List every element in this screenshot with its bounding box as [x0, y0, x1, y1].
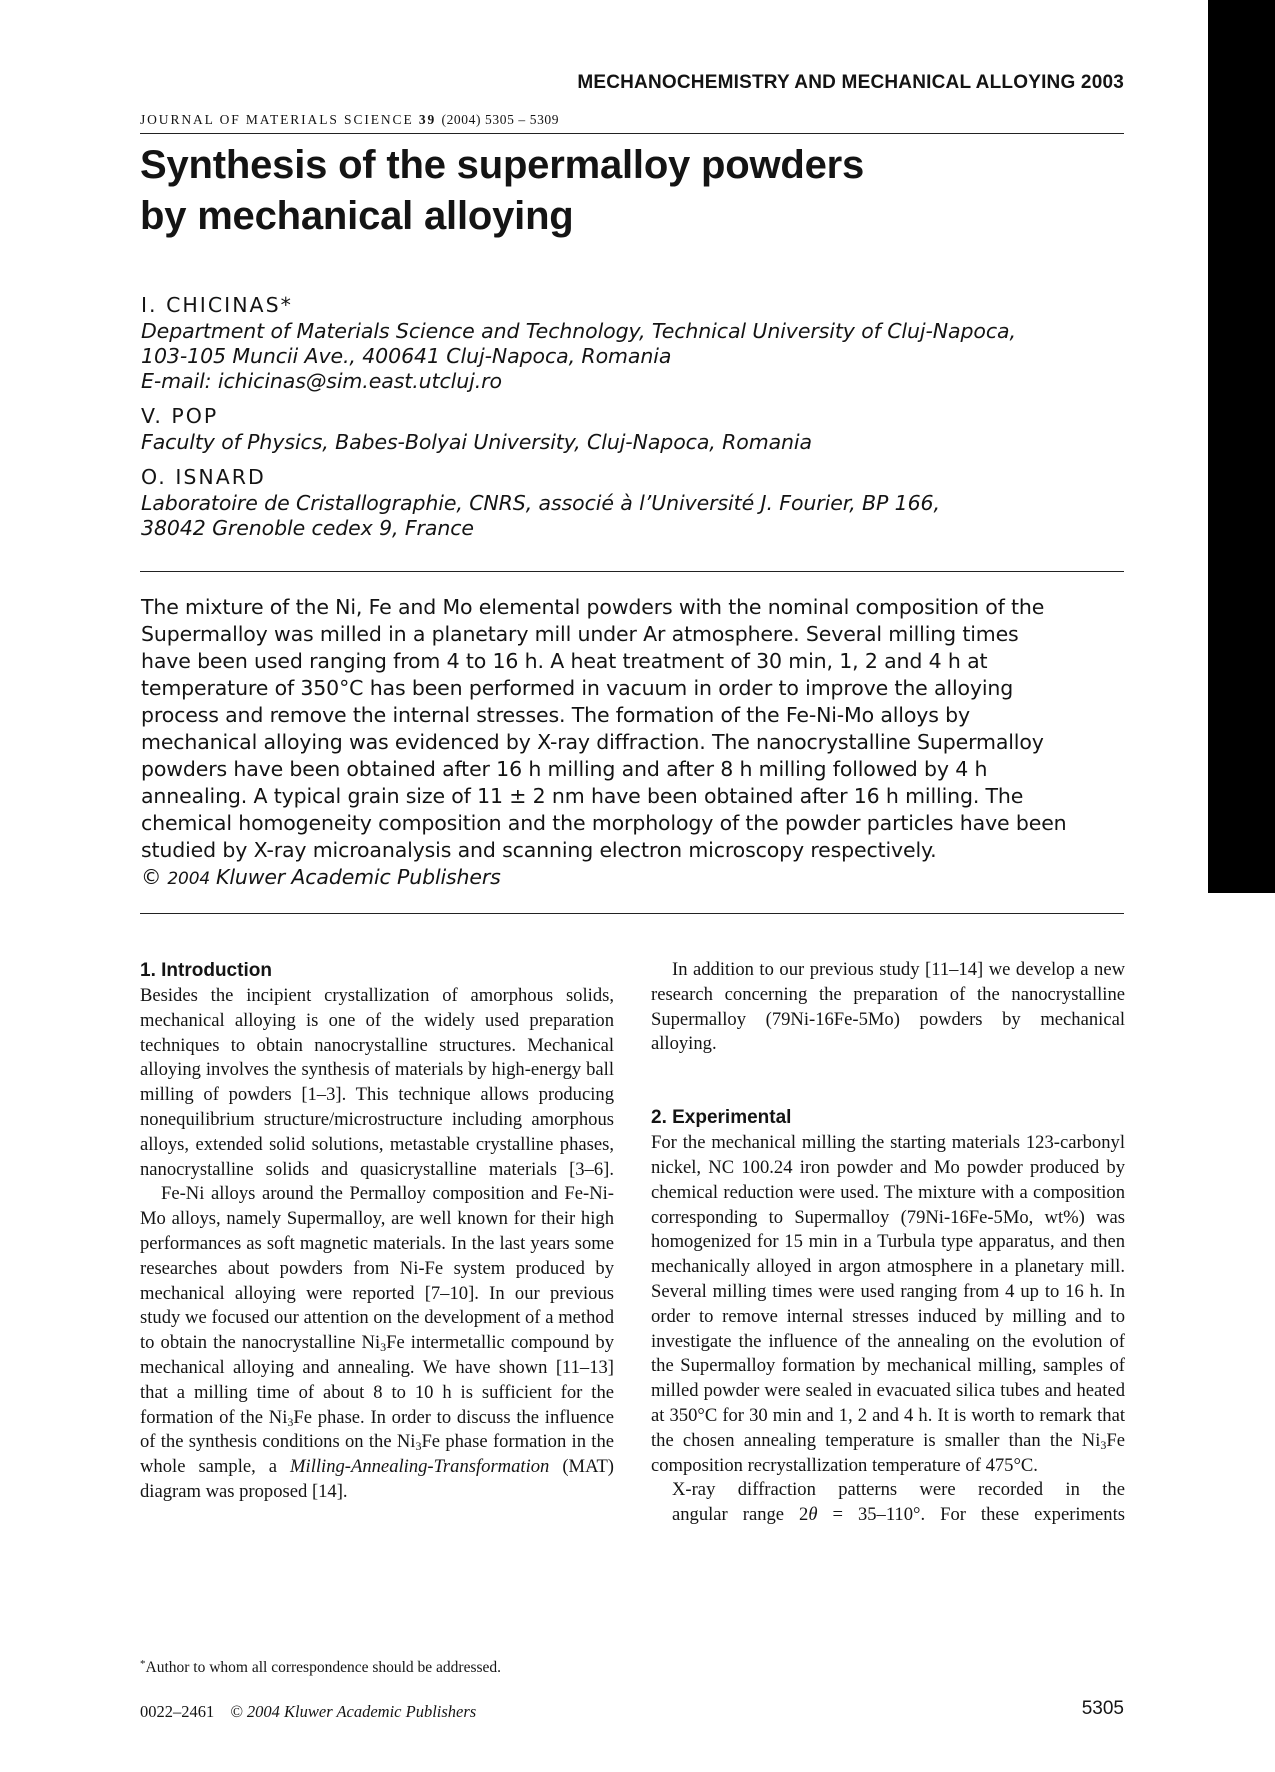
text-run: Fe phase. In order to discuss the influence of the synthesis conditions on the Ni	[140, 1406, 614, 1453]
journal-name: JOURNAL OF MATERIALS SCIENCE	[140, 112, 414, 127]
text-run: angular range 2	[672, 1504, 809, 1526]
author-name: I. CHICINAS*	[141, 293, 293, 317]
section-heading-introduction: 1. Introduction	[140, 960, 272, 981]
subscript: 3	[287, 1414, 294, 1429]
subscript: 3	[380, 1340, 387, 1355]
affiliation-line: 38042 Grenoble cedex 9, France	[141, 516, 474, 540]
text-run: Fe-Ni alloys around the Permalloy composition and Fe-Ni-Mo alloys, namely Supermalloy, are well known for their high performances as soft magnetic materials. In the last years some researches about powders from Ni-Fe system produced by mechanical alloying were reported [7–10]. In our previous study we focused our attention on the development of a method to obtain the nanocrystalline Ni	[140, 1183, 614, 1354]
issn: 0022–2461	[140, 1702, 215, 1721]
affiliation-line: Department of Materials Science and Technology, Technical University of Cluj-Napoca,	[141, 319, 1016, 343]
abstract-copyright	[141, 864, 1126, 893]
journal-year-pages: (2004) 5305 – 5309	[441, 112, 560, 127]
abstract-line: Supermalloy was milled in a planetary mill under Ar atmosphere. Several milling times	[141, 622, 1019, 646]
text-run: Fe composition recrystallization temperature of 475°C.	[651, 1429, 1125, 1476]
text-run: Fe intermetallic compound by mechanical alloying and annealing. We have shown [11–13] that a milling time of about 8 to 10 h is sufficient for the formation of the Ni	[140, 1332, 614, 1428]
title-line-1: Synthesis of the supermalloy powders	[140, 143, 865, 187]
abstract-line: process and remove the internal stresses. The formation of the Fe-Ni-Mo alloys by	[141, 703, 970, 727]
subscript: 3	[1100, 1437, 1107, 1452]
section-heading-experimental: 2. Experimental	[651, 1107, 792, 1129]
abstract	[141, 594, 1126, 893]
author-affiliation	[141, 491, 1121, 541]
header-rule	[140, 133, 1124, 134]
text-line	[651, 1503, 1125, 1528]
text-line: X-ray diffraction patterns were recorded in the	[672, 1479, 1125, 1501]
author-affiliation	[141, 430, 1121, 455]
experimental-paragraph-2	[651, 1478, 1125, 1528]
abstract-top-rule	[140, 571, 1124, 572]
copyright-symbol: ©	[141, 865, 162, 889]
footnote-mark: *	[140, 1658, 146, 1670]
affiliation-line: Laboratoire de Cristallographie, CNRS, associé à l’Université J. Fourier, BP 166,	[141, 491, 940, 515]
journal-volume: 39	[418, 112, 437, 127]
text-run: (MAT) diagram was proposed [14].	[140, 1456, 614, 1502]
abstract-line: annealing. A typical grain size of 11 ± 2 nm have been obtained after 16 h milling. The	[141, 784, 1024, 808]
abstract-line: studied by X-ray microanalysis and scanning electron microscopy respectively.	[141, 838, 937, 862]
author-name: O. ISNARD	[141, 465, 266, 489]
author-name: V. POP	[141, 404, 219, 428]
abstract-line: temperature of 350°C has been performed in vacuum in order to improve the alloying	[141, 676, 1014, 700]
footnote	[140, 1658, 501, 1677]
intro-paragraph-2	[140, 1182, 614, 1504]
abstract-bottom-rule	[140, 913, 1124, 914]
text-run: = 35–110°. For these experiments	[817, 1504, 1125, 1526]
theta-symbol: θ	[808, 1504, 818, 1526]
author-1	[141, 292, 1121, 394]
subscript: 3	[415, 1439, 422, 1454]
footer-copyright: © 2004 Kluwer Academic Publishers	[230, 1702, 477, 1721]
right-column	[651, 958, 1125, 1528]
page-footer	[140, 1702, 476, 1722]
author-3	[141, 464, 1121, 541]
series-header: MECHANOCHEMISTRY AND MECHANICAL ALLOYING 2003	[577, 72, 1124, 93]
experimental-paragraph-1	[651, 1131, 1125, 1478]
affiliation-line: 103-105 Muncii Ave., 400641 Cluj-Napoca, Romania	[141, 344, 672, 368]
author-block	[141, 292, 1121, 541]
mat-diagram-term: Milling-Annealing-Transformation	[290, 1456, 550, 1478]
author-affiliation	[141, 319, 1121, 394]
page-edge-tab	[1208, 0, 1275, 893]
addition-paragraph: In addition to our previous study [11–14] we develop a new research concerning the preparation of the nanocrystalline Supermalloy (79Ni-16Fe-5Mo) powders by mechanical alloying.	[651, 959, 1125, 1055]
abstract-line: have been used ranging from 4 to 16 h. A heat treatment of 30 min, 1, 2 and 4 h at	[141, 649, 988, 673]
section-gap	[651, 1057, 1125, 1105]
abstract-line: powders have been obtained after 16 h milling and after 8 h milling followed by 4 h	[141, 757, 988, 781]
abstract-line: mechanical alloying was evidenced by X-ray diffraction. The nanocrystalline Supermalloy	[141, 730, 1044, 754]
title-line-2: by mechanical alloying	[140, 194, 574, 238]
text-run: For the mechanical milling the starting materials 123-carbonyl nickel, NC 100.24 iron powder and Mo powder produced by chemical reduction were used. The mixture with a composition corresponding to Supermalloy (79Ni-16Fe-5Mo, wt%) was homogenized for 15 min in a Turbula type apparatus, and then mechanically alloyed in argon atmosphere in a planetary mill. Several milling times were used ranging from 4 up to 16 h. In order to remove internal stresses induced by milling and to investigate the influence of the annealing on the evolution of the Supermalloy formation by mechanical milling, samples of milled powder were sealed in evacuated silica tubes and heated at 350°C for 30 min and 1, 2 and 4 h. It is worth to remark that the chosen annealing temperature is smaller than the Ni	[651, 1132, 1125, 1451]
footnote-text: Author to whom all correspondence should be addressed.	[145, 1659, 502, 1676]
author-2	[141, 403, 1121, 455]
intro-paragraph-1: Besides the incipient crystallization of amorphous solids, mechanical alloying is one of the widely used preparation techniques to obtain nanocrystalline structures. Mechanical alloying involves the synthesis of materials by high-energy ball milling of powders [1–3]. This technique allows producing nonequilibrium structure/microstructure including amorphous alloys, extended solid solutions, metastable crystalline phases, nanocrystalline solids and quasicrystalline materials [3–6].	[140, 985, 614, 1180]
abstract-line: chemical homogeneity composition and the morphology of the powder particles have been	[141, 811, 1067, 835]
left-column	[140, 958, 614, 1505]
author-email: E-mail: ichicinas@sim.east.utcluj.ro	[141, 369, 502, 393]
copyright-year: 2004	[167, 869, 211, 889]
text-run: Fe phase formation in the whole sample, a	[140, 1431, 615, 1478]
page-number: 5305	[1081, 1698, 1124, 1719]
paper-title	[140, 140, 1100, 242]
copyright-holder: Kluwer Academic Publishers	[216, 865, 501, 889]
affiliation-line: Faculty of Physics, Babes-Bolyai University, Cluj-Napoca, Romania	[141, 430, 812, 454]
abstract-line: The mixture of the Ni, Fe and Mo elemental powders with the nominal composition of the	[141, 595, 1045, 619]
journal-line	[140, 112, 559, 128]
